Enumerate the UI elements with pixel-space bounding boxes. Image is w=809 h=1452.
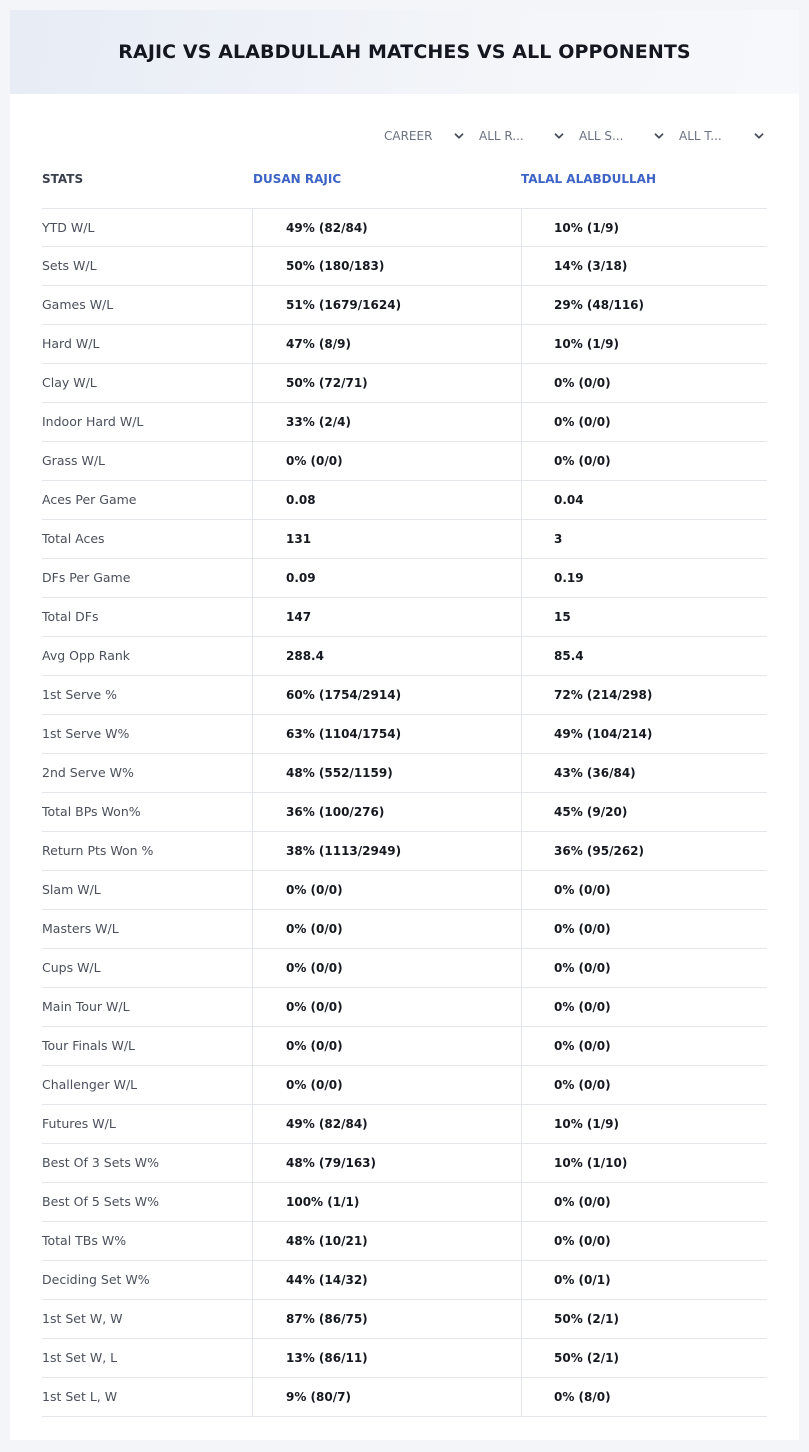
table-row	[42, 715, 767, 754]
table-row	[42, 637, 767, 676]
player2-stat-value: 85.4	[521, 637, 767, 675]
player2-stat-value: 14% (3/18)	[521, 247, 767, 285]
table-row	[42, 442, 767, 481]
page-header	[10, 10, 799, 94]
player2-stat-value: 0.19	[521, 559, 767, 597]
stat-label: Total TBs W%	[42, 1233, 127, 1248]
stat-label: Tour Finals W/L	[42, 1038, 136, 1053]
table-row	[42, 1378, 767, 1417]
player1-stat-value: 48% (10/21)	[252, 1222, 521, 1260]
player2-stat-value: 3	[521, 520, 767, 558]
player2-stat-value: 15	[521, 598, 767, 636]
stat-label: Games W/L	[42, 297, 114, 312]
player1-stat-value: 0% (0/0)	[252, 442, 521, 480]
stat-label: YTD W/L	[42, 220, 95, 235]
rounds-filter-value: ALL R...	[479, 129, 524, 143]
player2-stat-value: 36% (95/262)	[521, 832, 767, 870]
table-row	[42, 559, 767, 598]
player2-stat-value: 0% (0/0)	[521, 1027, 767, 1065]
stat-label: 1st Serve %	[42, 687, 118, 702]
player2-stat-value: 45% (9/20)	[521, 793, 767, 831]
stat-label: Indoor Hard W/L	[42, 414, 144, 429]
player2-stat-value: 0.04	[521, 481, 767, 519]
player1-stat-value: 0% (0/0)	[252, 949, 521, 987]
player2-stat-value: 0% (0/0)	[521, 442, 767, 480]
stat-label: Sets W/L	[42, 258, 97, 273]
stat-label: DFs Per Game	[42, 570, 131, 585]
table-row	[42, 1027, 767, 1066]
column-header-player1[interactable]: DUSAN RAJIC	[253, 172, 342, 186]
surfaces-filter[interactable]	[579, 126, 665, 146]
player2-stat-value: 49% (104/214)	[521, 715, 767, 753]
player1-stat-value: 0% (0/0)	[252, 988, 521, 1026]
table-row	[42, 247, 767, 286]
stat-label: 1st Set W, L	[42, 1350, 118, 1365]
column-header-stats: STATS	[42, 172, 84, 186]
player2-stat-value: 0% (0/1)	[521, 1261, 767, 1299]
table-row	[42, 598, 767, 637]
table-row	[42, 1066, 767, 1105]
player2-stat-value: 43% (36/84)	[521, 754, 767, 792]
player1-stat-value: 49% (82/84)	[252, 209, 521, 247]
stat-label: Masters W/L	[42, 921, 119, 936]
player1-stat-value: 49% (82/84)	[252, 1105, 521, 1143]
player1-stat-value: 48% (552/1159)	[252, 754, 521, 792]
player1-stat-value: 288.4	[252, 637, 521, 675]
player2-stat-value: 0% (0/0)	[521, 871, 767, 909]
table-row	[42, 949, 767, 988]
player1-stat-value: 0% (0/0)	[252, 1027, 521, 1065]
player2-stat-value: 10% (1/9)	[521, 209, 767, 247]
stat-label: Total BPs Won%	[42, 804, 141, 819]
player1-stat-value: 0% (0/0)	[252, 871, 521, 909]
player1-stat-value: 36% (100/276)	[252, 793, 521, 831]
stat-label: Return Pts Won %	[42, 843, 154, 858]
tournaments-filter-value: ALL T...	[679, 129, 722, 143]
player1-stat-value: 0.08	[252, 481, 521, 519]
player1-stat-value: 50% (72/71)	[252, 364, 521, 402]
stat-label: 1st Serve W%	[42, 726, 130, 741]
player2-stat-value: 0% (0/0)	[521, 910, 767, 948]
player1-stat-value: 50% (180/183)	[252, 247, 521, 285]
table-row	[42, 871, 767, 910]
player1-stat-value: 47% (8/9)	[252, 325, 521, 363]
stats-table-body	[42, 208, 767, 1417]
table-row	[42, 403, 767, 442]
table-row	[42, 1183, 767, 1222]
table-row	[42, 1144, 767, 1183]
player1-stat-value: 100% (1/1)	[252, 1183, 521, 1221]
stat-label: Total Aces	[42, 531, 105, 546]
player2-stat-value: 0% (0/0)	[521, 403, 767, 441]
table-row	[42, 1222, 767, 1261]
stat-label: Best Of 5 Sets W%	[42, 1194, 160, 1209]
stat-label: Clay W/L	[42, 375, 97, 390]
stat-label: 1st Set L, W	[42, 1389, 118, 1404]
player1-stat-value: 147	[252, 598, 521, 636]
table-row	[42, 1261, 767, 1300]
player2-stat-value: 0% (8/0)	[521, 1378, 767, 1416]
career-filter-value: CAREER	[384, 129, 433, 143]
stat-label: Aces Per Game	[42, 492, 137, 507]
chevron-down-icon	[653, 130, 665, 142]
player2-stat-value: 0% (0/0)	[521, 949, 767, 987]
player1-stat-value: 48% (79/163)	[252, 1144, 521, 1182]
stats-card	[10, 10, 799, 1440]
table-header	[42, 172, 767, 208]
player2-stat-value: 0% (0/0)	[521, 988, 767, 1026]
table-row	[42, 988, 767, 1027]
filter-bar	[10, 126, 799, 146]
table-row	[42, 754, 767, 793]
stat-label: Grass W/L	[42, 453, 106, 468]
player1-stat-value: 0% (0/0)	[252, 910, 521, 948]
table-row	[42, 208, 767, 247]
stat-label: Challenger W/L	[42, 1077, 138, 1092]
player2-stat-value: 50% (2/1)	[521, 1300, 767, 1338]
player2-stat-value: 50% (2/1)	[521, 1339, 767, 1377]
player1-stat-value: 0.09	[252, 559, 521, 597]
table-row	[42, 286, 767, 325]
stat-label: Best Of 3 Sets W%	[42, 1155, 160, 1170]
chevron-down-icon	[553, 130, 565, 142]
stat-label: Total DFs	[42, 609, 99, 624]
table-row	[42, 1105, 767, 1144]
table-row	[42, 1300, 767, 1339]
player1-stat-value: 33% (2/4)	[252, 403, 521, 441]
table-row	[42, 364, 767, 403]
player1-stat-value: 63% (1104/1754)	[252, 715, 521, 753]
stat-label: 2nd Serve W%	[42, 765, 134, 780]
player2-stat-value: 0% (0/0)	[521, 364, 767, 402]
surfaces-filter-value: ALL S...	[579, 129, 624, 143]
player2-stat-value: 10% (1/10)	[521, 1144, 767, 1182]
player2-stat-value: 29% (48/116)	[521, 286, 767, 324]
player2-stat-value: 10% (1/9)	[521, 325, 767, 363]
table-row	[42, 676, 767, 715]
stat-label: 1st Set W, W	[42, 1311, 123, 1326]
player2-stat-value: 72% (214/298)	[521, 676, 767, 714]
table-row	[42, 1339, 767, 1378]
table-row	[42, 520, 767, 559]
player2-stat-value: 0% (0/0)	[521, 1066, 767, 1104]
player1-stat-value: 51% (1679/1624)	[252, 286, 521, 324]
player2-stat-value: 10% (1/9)	[521, 1105, 767, 1143]
table-row	[42, 325, 767, 364]
stat-label: Slam W/L	[42, 882, 101, 897]
stat-label: Cups W/L	[42, 960, 101, 975]
player1-stat-value: 131	[252, 520, 521, 558]
stat-label: Main Tour W/L	[42, 999, 130, 1014]
column-header-player2[interactable]: TALAL ALABDULLAH	[521, 172, 656, 186]
player1-stat-value: 44% (14/32)	[252, 1261, 521, 1299]
rounds-filter[interactable]	[479, 126, 565, 146]
table-row	[42, 793, 767, 832]
player1-stat-value: 60% (1754/2914)	[252, 676, 521, 714]
table-row	[42, 481, 767, 520]
stat-label: Hard W/L	[42, 336, 100, 351]
player1-stat-value: 87% (86/75)	[252, 1300, 521, 1338]
player1-stat-value: 9% (80/7)	[252, 1378, 521, 1416]
tournaments-filter[interactable]	[679, 126, 765, 146]
career-filter[interactable]	[384, 126, 465, 146]
page-title: RAJIC VS ALABDULLAH MATCHES VS ALL OPPONENTS	[118, 41, 691, 63]
chevron-down-icon	[753, 130, 765, 142]
player2-stat-value: 0% (0/0)	[521, 1222, 767, 1260]
stat-label: Futures W/L	[42, 1116, 116, 1131]
chevron-down-icon	[453, 130, 465, 142]
stat-label: Avg Opp Rank	[42, 648, 131, 663]
player1-stat-value: 13% (86/11)	[252, 1339, 521, 1377]
player1-stat-value: 38% (1113/2949)	[252, 832, 521, 870]
table-row	[42, 832, 767, 871]
player1-stat-value: 0% (0/0)	[252, 1066, 521, 1104]
player2-stat-value: 0% (0/0)	[521, 1183, 767, 1221]
stat-label: Deciding Set W%	[42, 1272, 150, 1287]
table-row	[42, 910, 767, 949]
